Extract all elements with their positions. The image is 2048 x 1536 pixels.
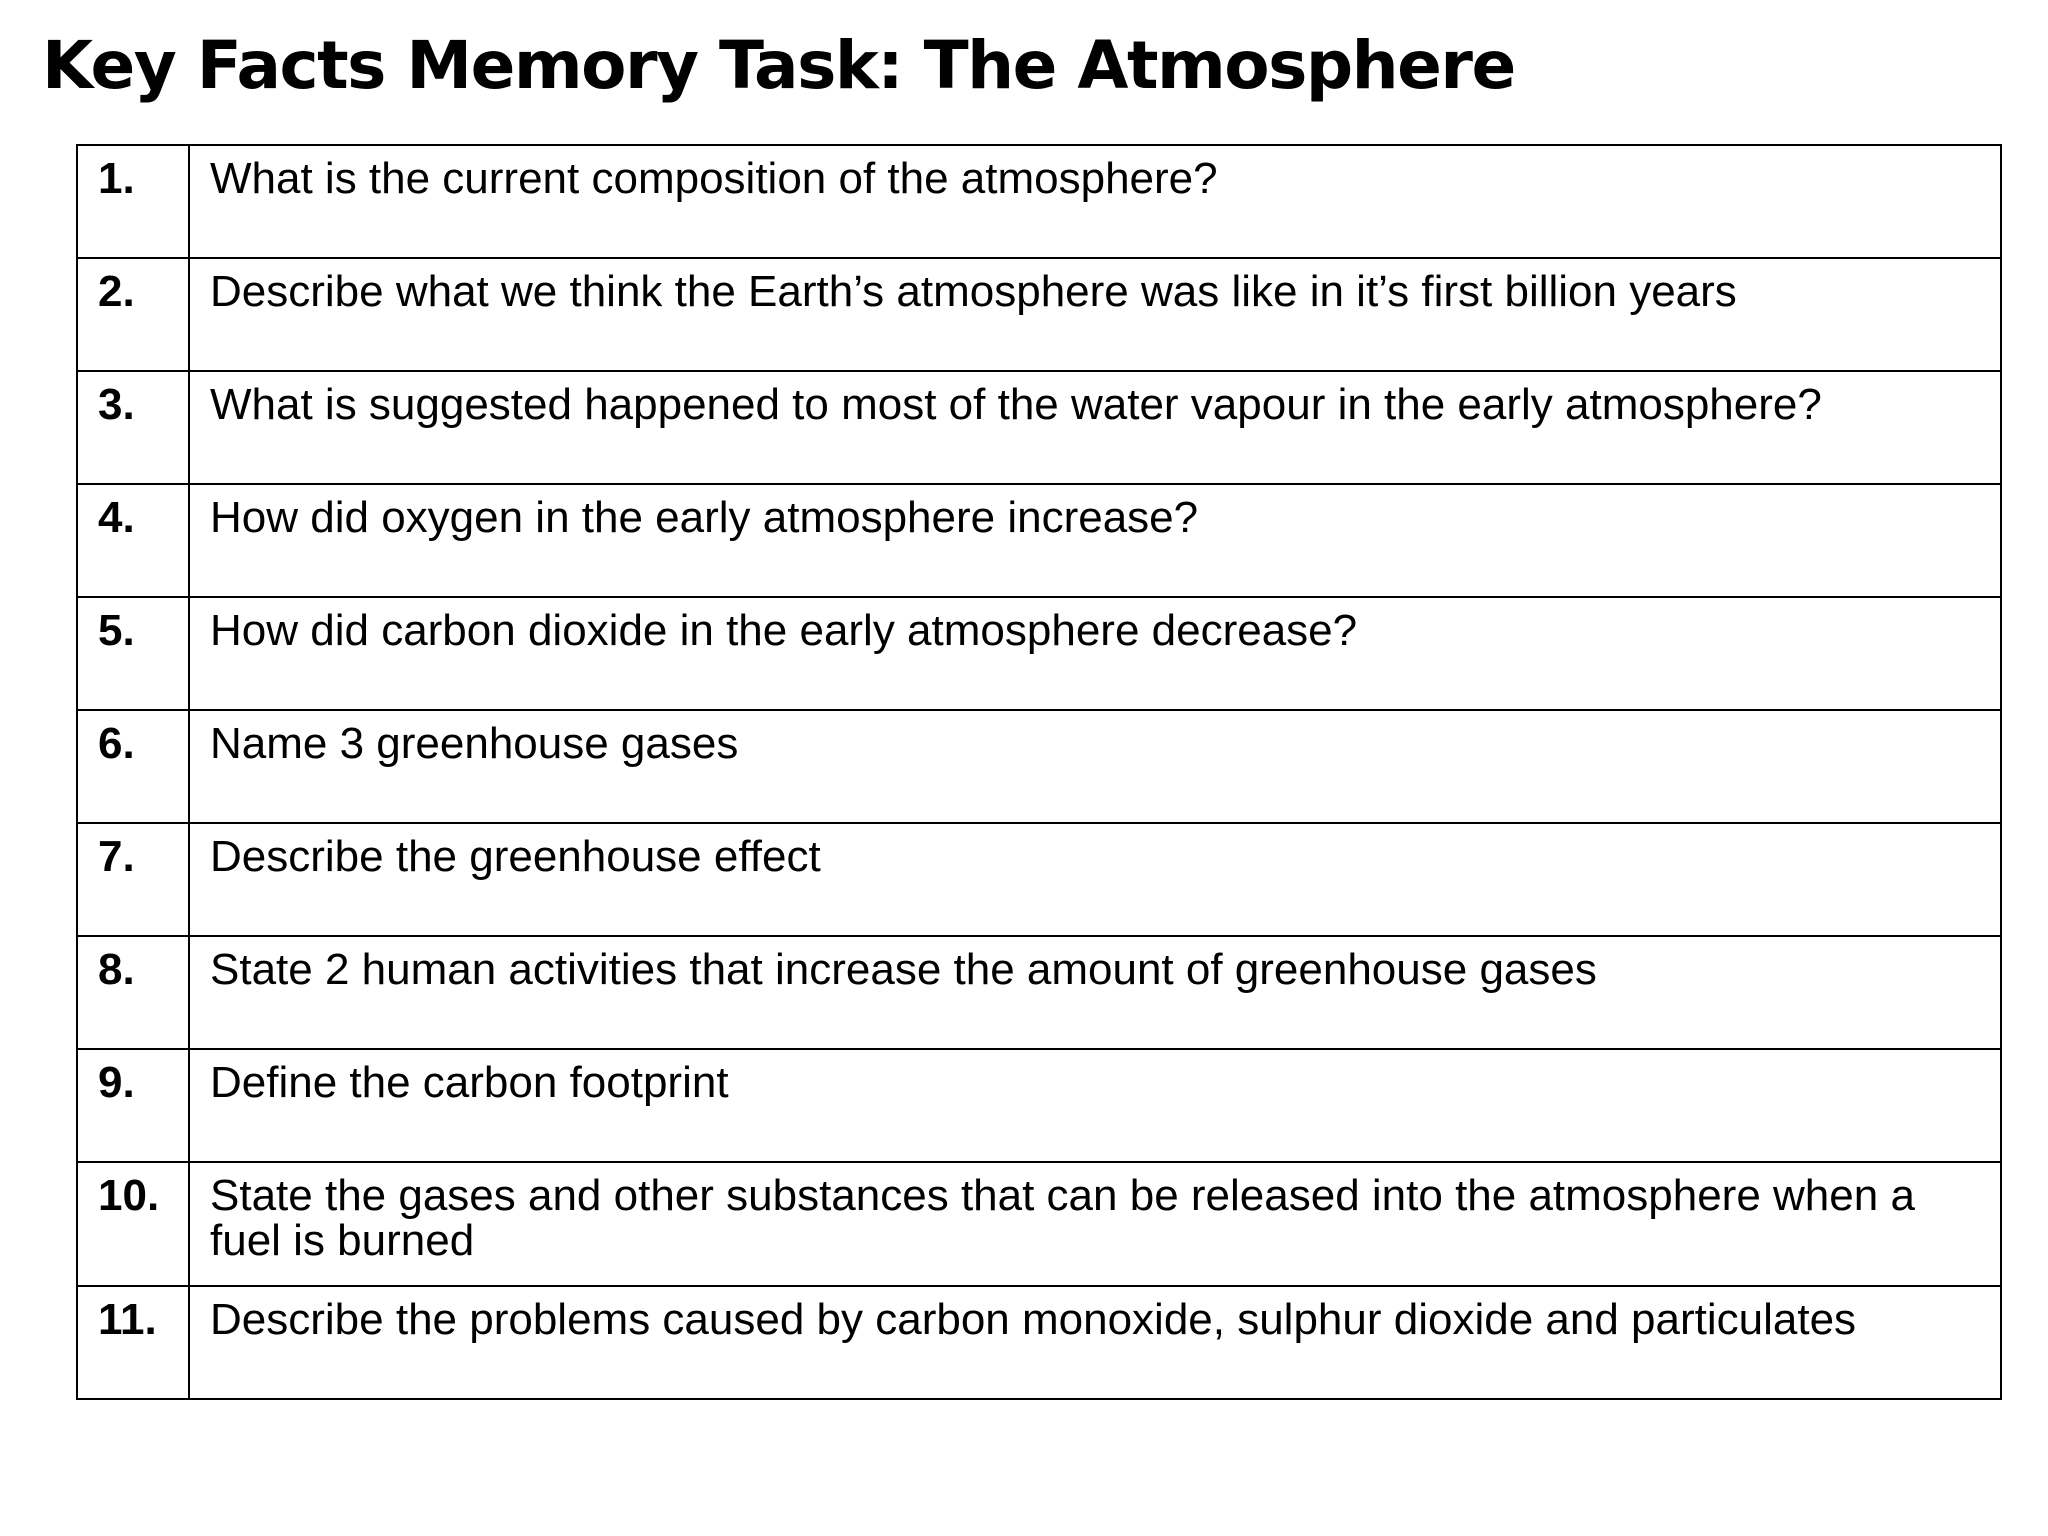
question-text: Describe the greenhouse effect (189, 823, 2001, 936)
question-text: Name 3 greenhouse gases (189, 710, 2001, 823)
question-number: 8. (77, 936, 189, 1049)
question-text: How did carbon dioxide in the early atmosphere decrease? (189, 597, 2001, 710)
table-row (77, 936, 2001, 1049)
question-text: State the gases and other substances that can be released into the atmosphere when a fuel is burned (189, 1162, 2001, 1286)
table-row (77, 484, 2001, 597)
table-row (77, 145, 2001, 258)
question-text: State 2 human activities that increase the amount of greenhouse gases (189, 936, 2001, 1049)
question-number: 7. (77, 823, 189, 936)
table-row (77, 597, 2001, 710)
question-text: What is suggested happened to most of the water vapour in the early atmosphere? (189, 371, 2001, 484)
question-number: 10. (77, 1162, 189, 1286)
table-row (77, 1162, 2001, 1286)
question-number: 4. (77, 484, 189, 597)
table-row (77, 371, 2001, 484)
question-number: 6. (77, 710, 189, 823)
question-number: 1. (77, 145, 189, 258)
question-text: Describe the problems caused by carbon monoxide, sulphur dioxide and particulates (189, 1286, 2001, 1399)
table-row (77, 1286, 2001, 1399)
question-number: 5. (77, 597, 189, 710)
table-row (77, 258, 2001, 371)
question-number: 3. (77, 371, 189, 484)
question-number: 11. (77, 1286, 189, 1399)
table-row (77, 823, 2001, 936)
questions-table (76, 144, 2002, 1400)
question-text: Describe what we think the Earth’s atmosphere was like in it’s first billion years (189, 258, 2001, 371)
question-number: 9. (77, 1049, 189, 1162)
page-title: Key Facts Memory Task: The Atmosphere (42, 27, 1515, 104)
question-text: How did oxygen in the early atmosphere increase? (189, 484, 2001, 597)
question-text: Define the carbon footprint (189, 1049, 2001, 1162)
question-number: 2. (77, 258, 189, 371)
table-row (77, 1049, 2001, 1162)
table-row (77, 710, 2001, 823)
question-text: What is the current composition of the atmosphere? (189, 145, 2001, 258)
